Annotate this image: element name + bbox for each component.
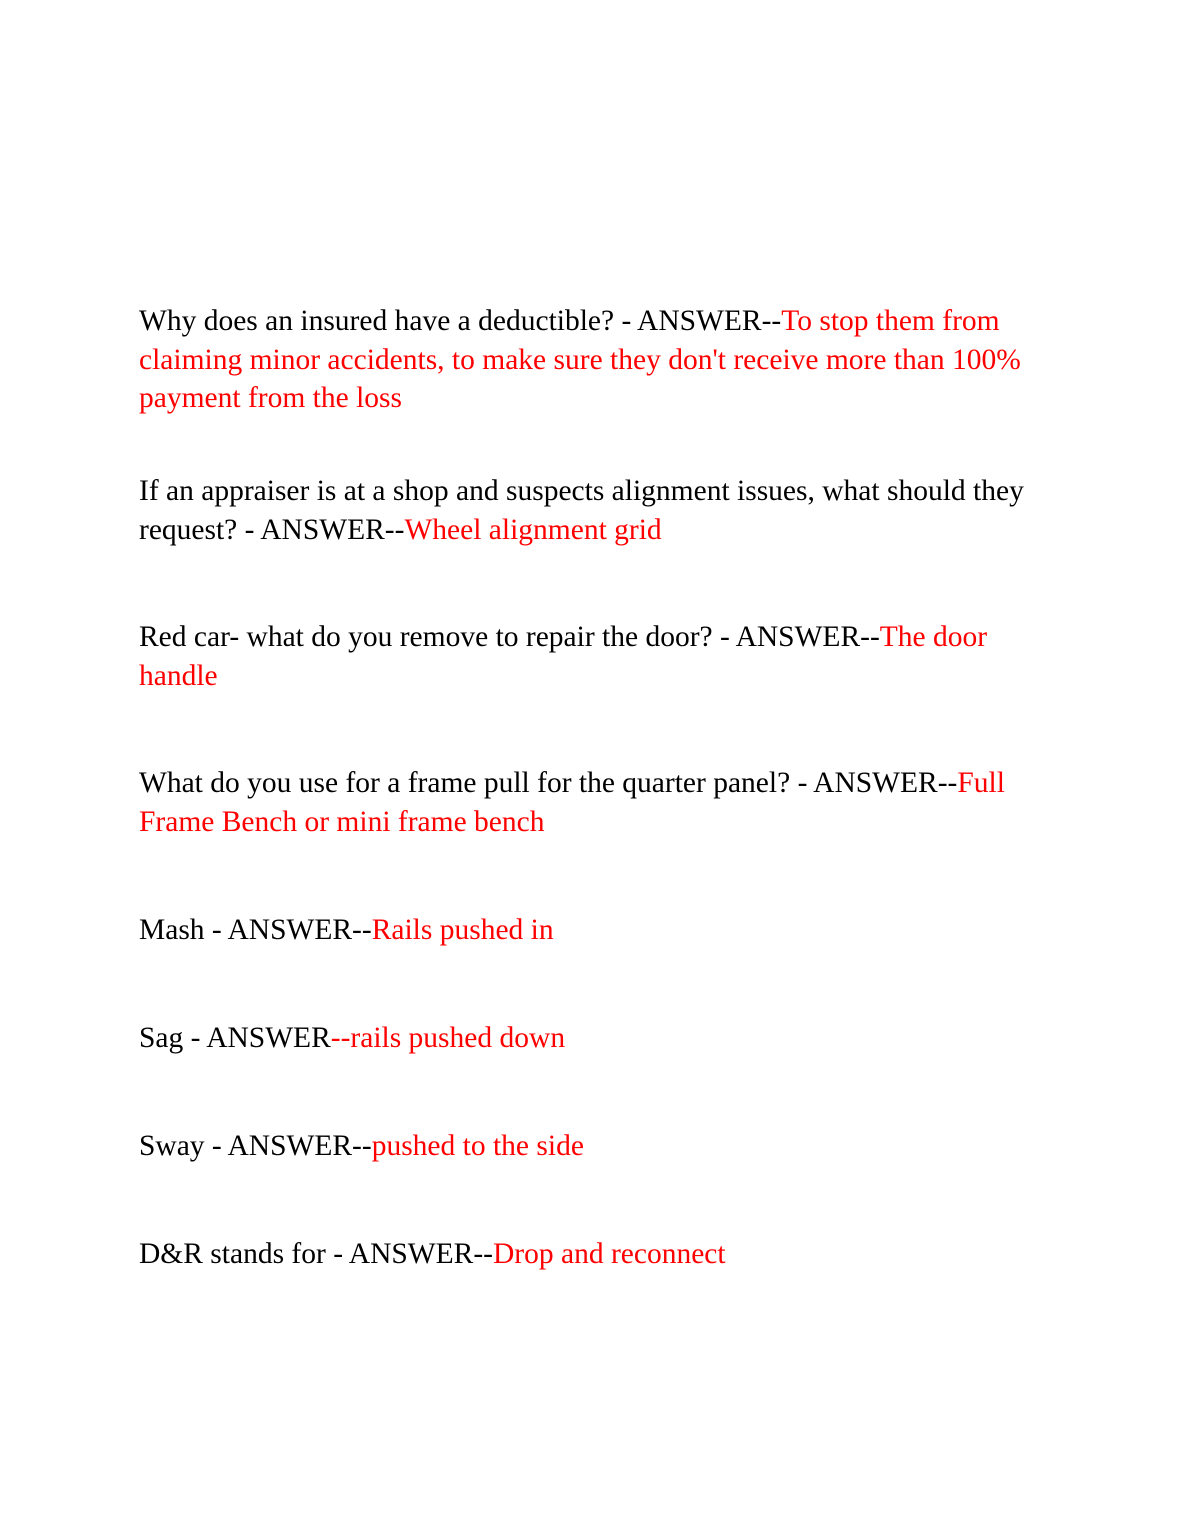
- question-text: Mash - ANSWER--: [139, 914, 372, 946]
- qa-item: [139, 302, 1059, 418]
- answer-text: Wheel alignment grid: [404, 513, 662, 546]
- qa-item: [139, 911, 1059, 950]
- question-text: Why does an insured have a deductible? - ANSWER--: [139, 305, 782, 337]
- question-text: Red car- what do you remove to repair the door? - ANSWER--: [139, 621, 880, 653]
- question-text: Sway - ANSWER--: [139, 1130, 372, 1162]
- answer-text: The door handle: [139, 621, 988, 692]
- qa-item: [139, 1235, 1059, 1274]
- answer-text: To stop them from claiming minor accidents, to make sure they don't receive more than 100% payment from the loss: [139, 305, 1021, 414]
- answer-text: --rails pushed down: [330, 1022, 566, 1054]
- answer-text: Drop and reconnect: [492, 1238, 726, 1270]
- question-text: D&R stands for - ANSWER--: [139, 1238, 493, 1270]
- answer-text: Full Frame Bench or mini frame bench: [139, 767, 1005, 838]
- answer-text: pushed to the side: [371, 1130, 584, 1162]
- qa-item: [139, 1127, 1059, 1166]
- question-text: What do you use for a frame pull for the quarter panel? - ANSWER--: [139, 767, 958, 799]
- qa-item: [139, 1019, 1059, 1058]
- answer-text: Rails pushed in: [371, 914, 554, 946]
- qa-item: [139, 472, 1059, 549]
- question-text: If an appraiser is at a shop and suspects alignment issues, what should they request? - ANSWER--: [139, 475, 1024, 546]
- qa-item: [139, 764, 1059, 841]
- qa-item: [139, 618, 1059, 695]
- question-text: Sag - ANSWER: [139, 1022, 331, 1054]
